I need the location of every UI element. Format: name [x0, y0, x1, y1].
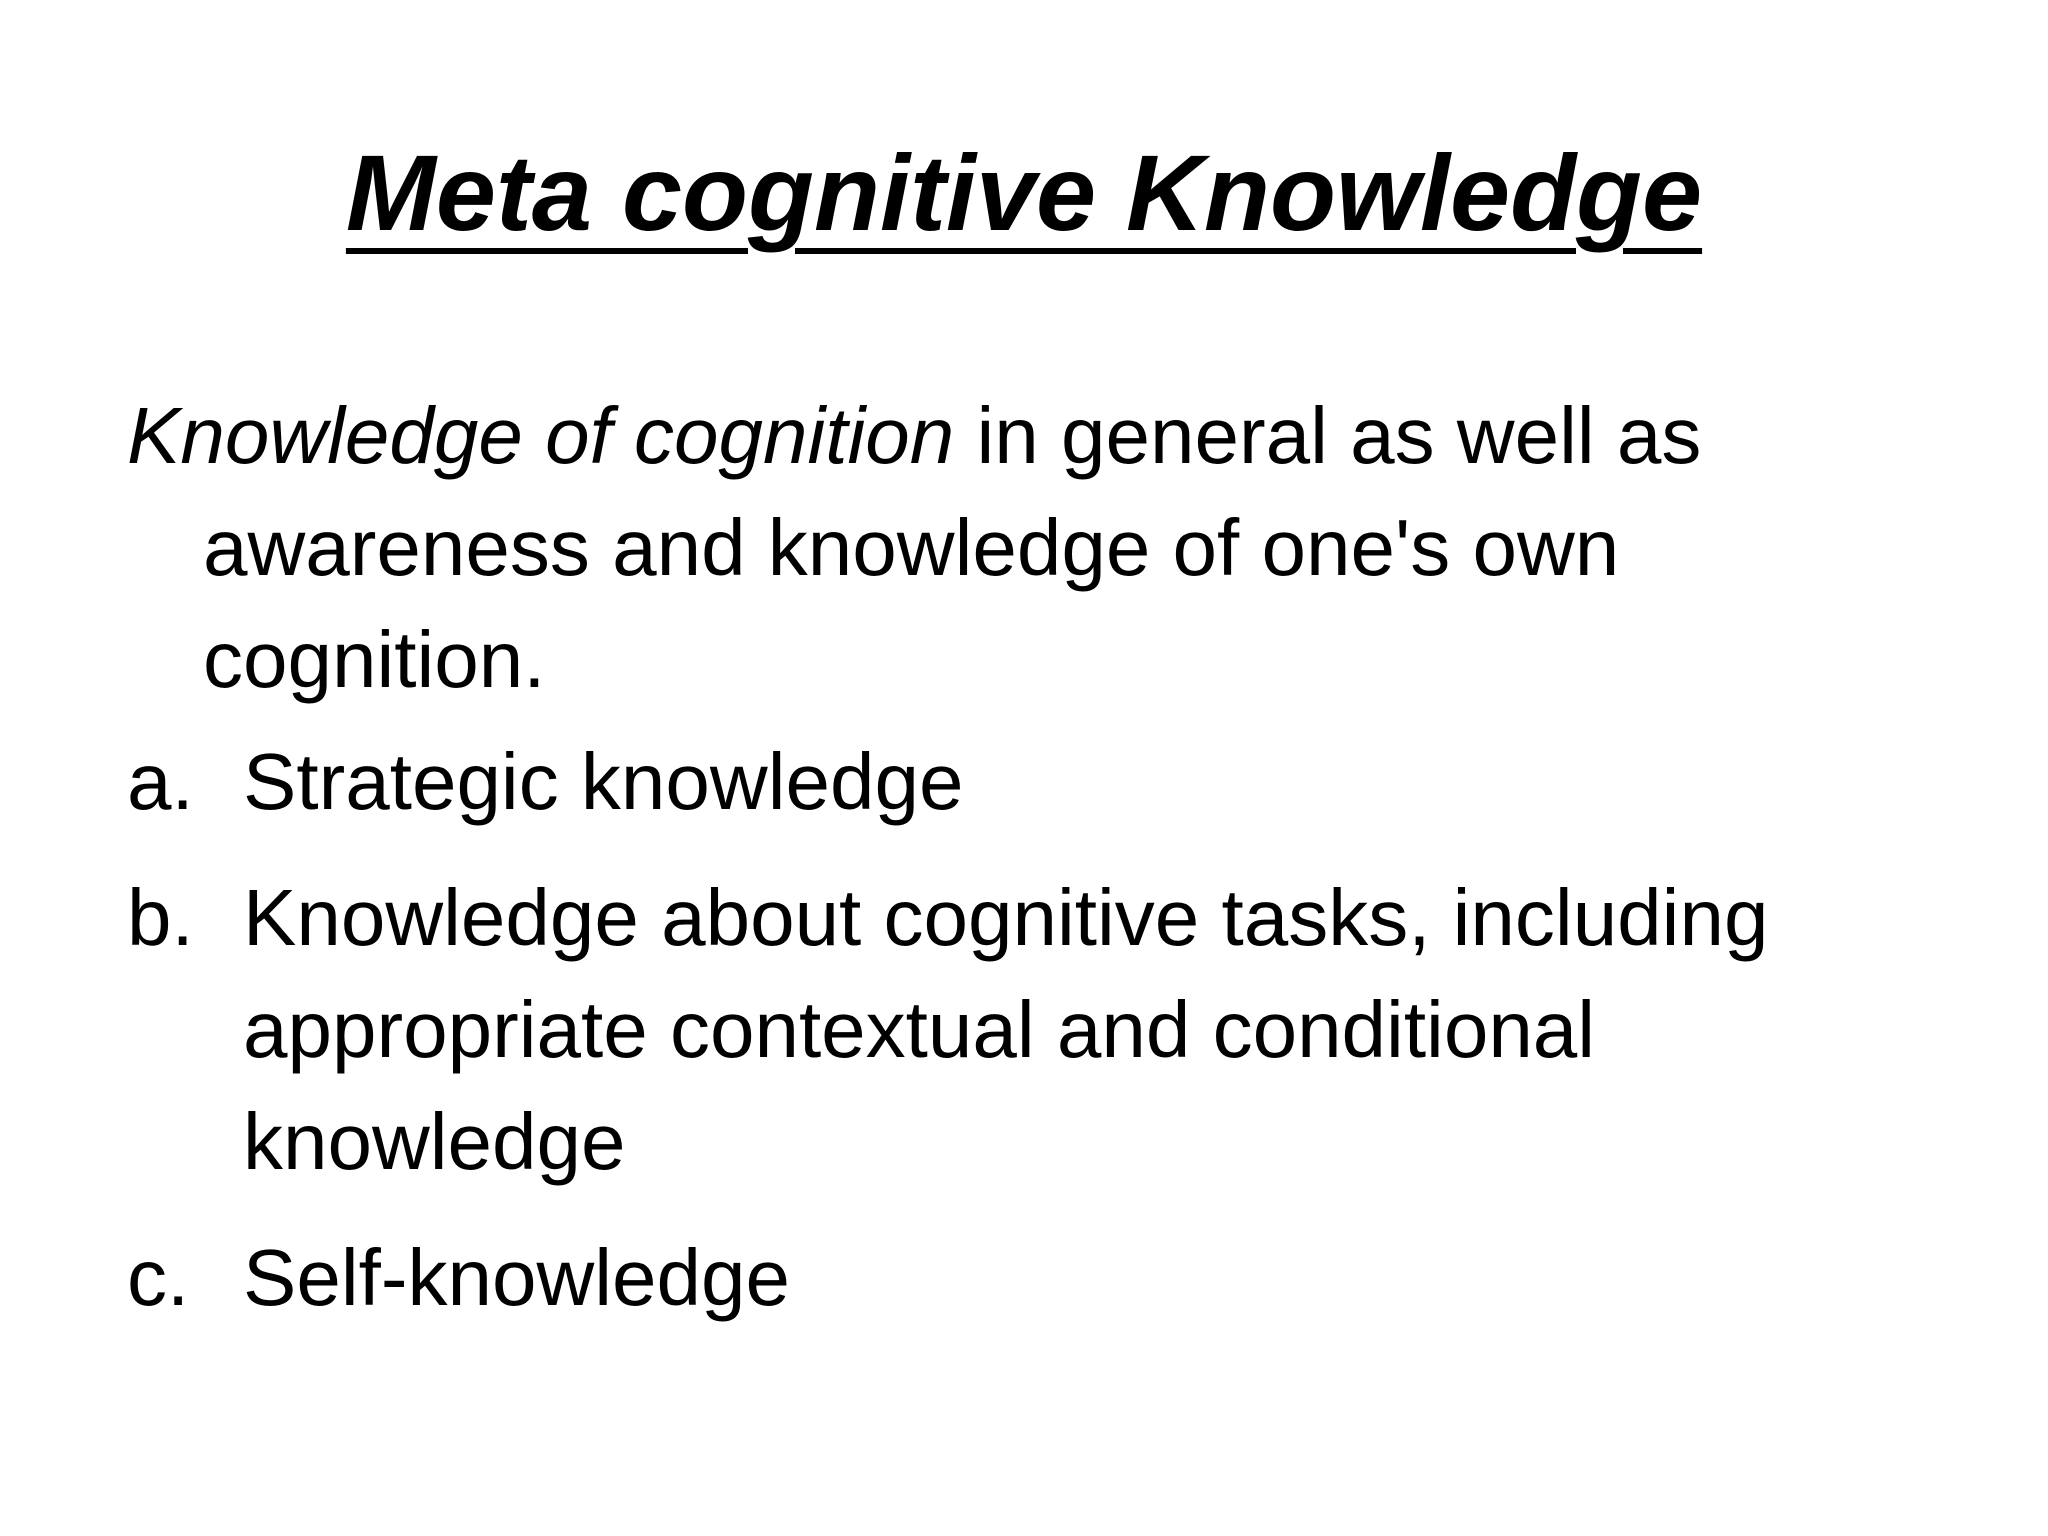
list-item-text: Knowledge about cognitive tasks, including appropriate contextual and conditional knowledge [243, 873, 1769, 1186]
list-marker: b. [127, 873, 194, 962]
list-item-strategic [127, 726, 1927, 838]
intro-emphasis: Knowledge of cognition [127, 391, 955, 480]
list-item-text: Strategic knowledge [243, 737, 964, 826]
list-marker: a. [127, 737, 194, 826]
list-item-self-knowledge [127, 1222, 1927, 1334]
slide-body [127, 380, 1927, 1358]
list-marker: c. [127, 1233, 190, 1322]
slide-title: Meta cognitive Knowledge [345, 132, 1703, 253]
intro-text: in general as well as awareness and knowledge of one's own cognition. [203, 391, 1702, 704]
list-item-cognitive-tasks [127, 862, 1927, 1198]
list-item-text: Self-knowledge [243, 1233, 790, 1322]
intro-paragraph [127, 380, 1927, 716]
knowledge-list [127, 726, 1927, 1334]
